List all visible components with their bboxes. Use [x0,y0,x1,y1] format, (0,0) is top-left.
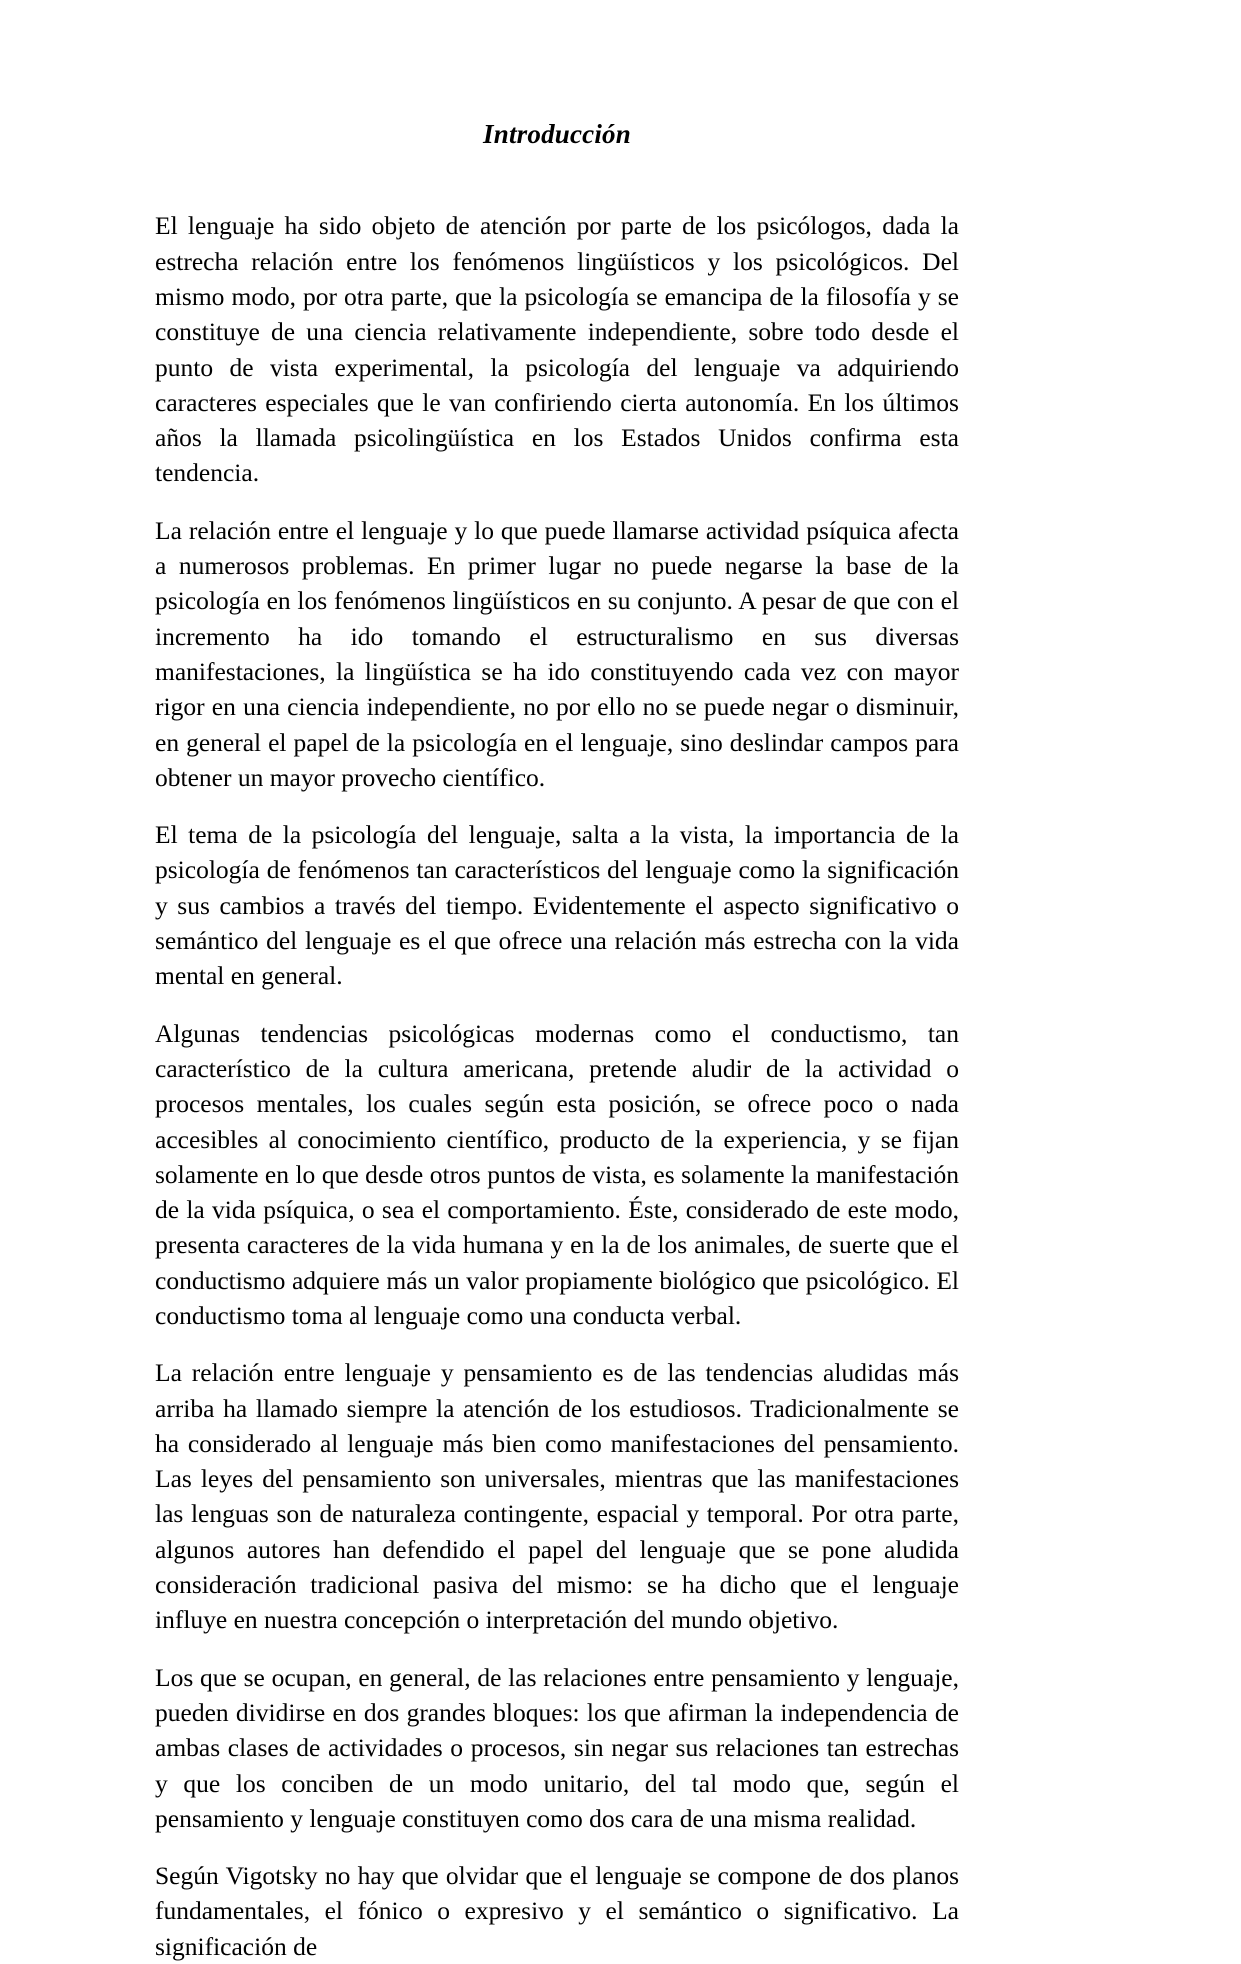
paragraph: La relación entre lenguaje y pensamiento es de las tendencias aludidas más arriba ha llamado siempre la atención de los estudiosos. Tradicionalmente se ha considerado al lenguaje más bien como manifestaciones del pensamiento. Las leyes del pensamiento son universales, mientras que las manifestaciones las lenguas son de naturaleza contingente, espacial y temporal. Por otra parte, algunos autores han defendido el papel del lenguaje que se pone aludida consideración tradicional pasiva del mismo: se ha dicho que el lenguaje influye en nuestra concepción o interpretación del mundo objetivo. [155,1358,959,1635]
title-spacer [155,150,959,208]
paragraph: El lenguaje ha sido objeto de atención por parte de los psicólogos, dada la estrecha relación entre los fenómenos lingüísticos y los psicológicos. Del mismo modo, por otra parte, que la psicología se emancipa de la filosofía y se constituye de una ciencia relativamente independiente, sobre todo desde el punto de vista experimental, la psicología del lenguaje va adquiriendo caracteres especiales que le van confiriendo cierta autonomía. En los últimos años la llamada psicolingüística en los Estados Unidos confirma esta tendencia. [155,211,959,488]
paragraph: Según Vigotsky no hay que olvidar que el lenguaje se compone de dos planos fundamentales, el fónico o expresivo y el semántico o significativo. La significación de [155,1861,959,1961]
paragraph: El tema de la psicología del lenguaje, salta a la vista, la importancia de la psicología de fenómenos tan característicos del lenguaje como la significación y sus cambios a través del tiempo. Evidentemente el aspecto significativo o semántico del lenguaje es el que ofrece una relación más estrecha con la vida mental en general. [155,820,959,991]
paragraph: Los que se ocupan, en general, de las relaciones entre pensamiento y lenguaje, pueden dividirse en dos grandes bloques: los que afirman la independencia de ambas clases de actividades o procesos, sin negar sus relaciones tan estrechas y que los conciben de un modo unitario, del tal modo que, según el pensamiento y lenguaje constituyen como dos cara de una misma realidad. [155,1662,959,1833]
document-body [155,118,959,1964]
paragraph: Algunas tendencias psicológicas modernas como el conductismo, tan característico de la cultura americana, pretende aludir de la actividad o procesos mentales, los cuales según esta posición, se ofrece poco o nada accesibles al conocimiento científico, producto de la experiencia, y se fijan solamente en lo que desde otros puntos de vista, es solamente la manifestación de la vida psíquica, o sea el comportamiento. Éste, considerado de este modo, presenta caracteres de la vida humana y en la de los animales, de suerte que el conductismo adquiere más un valor propiamente biológico que psicológico. El conductismo toma al lenguaje como una conducta verbal. [155,1018,959,1330]
paragraph: La relación entre el lenguaje y lo que puede llamarse actividad psíquica afecta a numerosos problemas. En primer lugar no puede negarse la base de la psicología en los fenómenos lingüísticos en su conjunto. A pesar de que con el incremento ha ido tomando el estructuralismo en sus diversas manifestaciones, la lingüística se ha ido constituyendo cada vez con mayor rigor en una ciencia independiente, no por ello no se puede negar o disminuir, en general el papel de la psicología en el lenguaje, sino deslindar campos para obtener un mayor provecho científico. [155,515,959,792]
page-title: Introducción [483,119,631,149]
